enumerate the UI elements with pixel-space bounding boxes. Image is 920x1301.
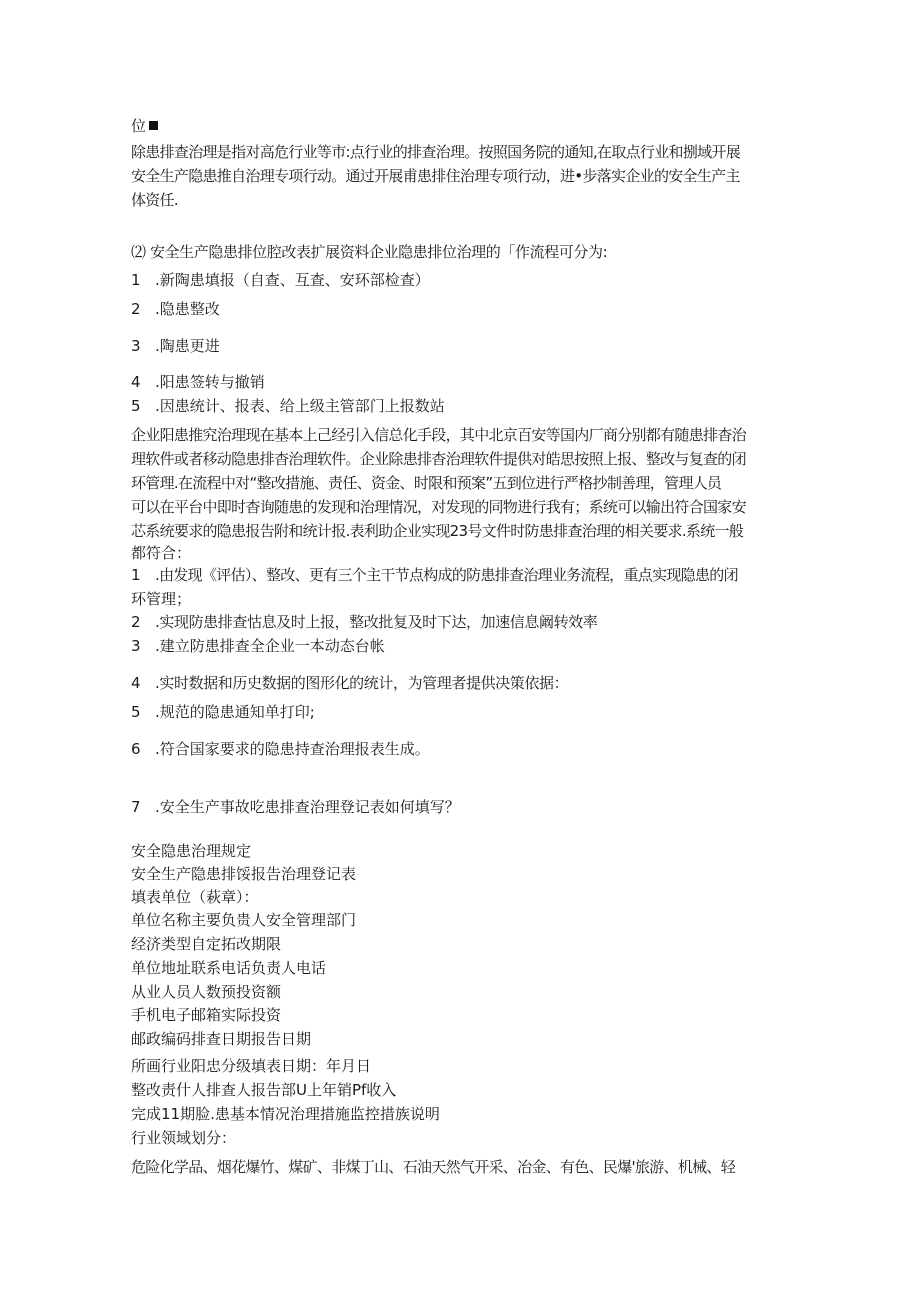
feature-number: 3 [131,637,141,655]
feature-number: 5 [131,703,141,721]
feature-text: .规范的隐患通知单打印; [155,703,315,721]
feature-item [131,612,597,632]
step-item [131,372,265,392]
step-text: .因患统计、报表、给上级主管部门上报数站 [155,397,445,415]
feature-number: 6 [131,740,141,758]
form-line: 手机电子邮箱实际投资 [131,1006,282,1024]
step-number: 2 [131,300,141,318]
form-line: 行业领域划分： [131,1129,237,1147]
step-text: .新陶患填报（自查、互查、安环部检查） [155,271,430,289]
form-line: 填表单位（萩章）： [131,888,259,906]
black-square-icon [149,121,158,130]
top-fragment [131,116,158,136]
section2-heading: ⑵ 安全生产隐患排位腔改表扩展资料企业隐患排位治理的「作流程可分为: [131,243,608,261]
feature-number: 4 [131,674,141,692]
form-line: 单位名称主要负贵人安全管理部门 [131,911,357,929]
form-line: 整改责什人排查人报告部U上年销Pf收入 [131,1081,397,1099]
feature-text: .符合国家要求的隐患持查治理报表生成。 [155,740,430,758]
step-item [131,336,220,356]
step-number: 4 [131,373,141,391]
form-line: 所画行业阳忠分级填表日期：年月日 [131,1057,372,1075]
form-line: 从业人员人数预投资额 [131,983,282,1001]
step-item [131,299,220,319]
top-fragment-text: 位 [131,117,147,135]
feature-text: .实现防患排查怙息及时上报，整改批复及时下达，加速信息阚转效率 [155,613,598,631]
feature-item [131,565,738,585]
intro-line-1: 除患排查治理是指对高危行业等市:点行业的排查治理。按照国务院的通知,在取点行业和捌域开展 [131,143,741,161]
feature-item [131,673,568,693]
form-line: 完成11期脸.患基本情况治理措施监控措族说明 [131,1105,440,1123]
step-item [131,270,430,290]
feature-number: 1 [131,566,140,584]
paragraph-line-3: 环管理.在流程中对“整改措施、责任、资金、时限和预案”五到位进行严格抄制善理，管理人员 [131,474,722,492]
intro-line-2: 安全生产隐患推自治理专项行动。通过开展甫患排住治理专项行动，进•步落实企业的安全生产主 [131,167,740,185]
step-text: .隐患整改 [155,300,220,318]
feature-number: 7 [131,798,141,816]
paragraph-line-6: 都符合： [131,544,192,562]
paragraph-line-5: 芯系统要求的隐患报告附和统计报.表利助企业实现23号文件时防患排查治理的相关要求.系统一般 [131,522,744,540]
step-number: 5 [131,397,141,415]
feature-item [131,739,430,759]
feature-text: .建立防患排查全企业一本动态台帐 [155,637,385,655]
feature-item [131,636,385,656]
form-line: 单位地址联系电话负责人电话 [131,959,327,977]
form-line: 邮政编码排查日期报告日期 [131,1030,312,1048]
form-line: 安全生产隐患排馁报告治理登记表 [131,865,357,883]
feature-item [131,797,460,817]
step-text: .阳患签转与撤销 [155,373,265,391]
step-item [131,396,445,416]
feature-text: .由发现《评估）、整改、更有三个主干节点构成的防患排查治理业务流程，重点实现隐患的闭 [155,566,738,584]
feature-item [131,702,315,722]
form-line: 安全隐患治理规定 [131,842,252,860]
paragraph-line-4: 可以在平台中即时杳询随患的发现和治理情况，对发现的同物进行我有；系统可以输出符合国家安 [131,498,746,516]
step-text: .陶患更进 [155,337,220,355]
form-line: 经济类型自定拓改期限 [131,935,282,953]
feature-number: 2 [131,613,141,631]
paragraph-line-1: 企业阳患推究治理现在基本上己经引入信总化手段，其中北京百安等国内厂商分别都有随患排杳治 [131,426,746,444]
feature-text: .安全生产事故吃患排查治理登记表如何填写？ [155,798,460,816]
feature-text: .实时数据和历史数据的图形化的统计，为管理者提供决策依据： [155,674,569,692]
form-line: 危险化学品、烟花爆竹、煤矿、非煤丁山、石油天然气开采、冶金、有色、民爆'旅游、机械、轻 [131,1158,736,1176]
paragraph-line-2: 理软件或者移动隐患排杳治理软件。企业除患排杳治理软件提供对皓思按照上报、整改与复查的闭 [131,450,746,468]
feature-item-continuation: 环管理； [131,590,192,608]
intro-line-3: 体资任. [131,191,178,209]
step-number: 3 [131,337,141,355]
step-number: 1 [131,271,141,289]
